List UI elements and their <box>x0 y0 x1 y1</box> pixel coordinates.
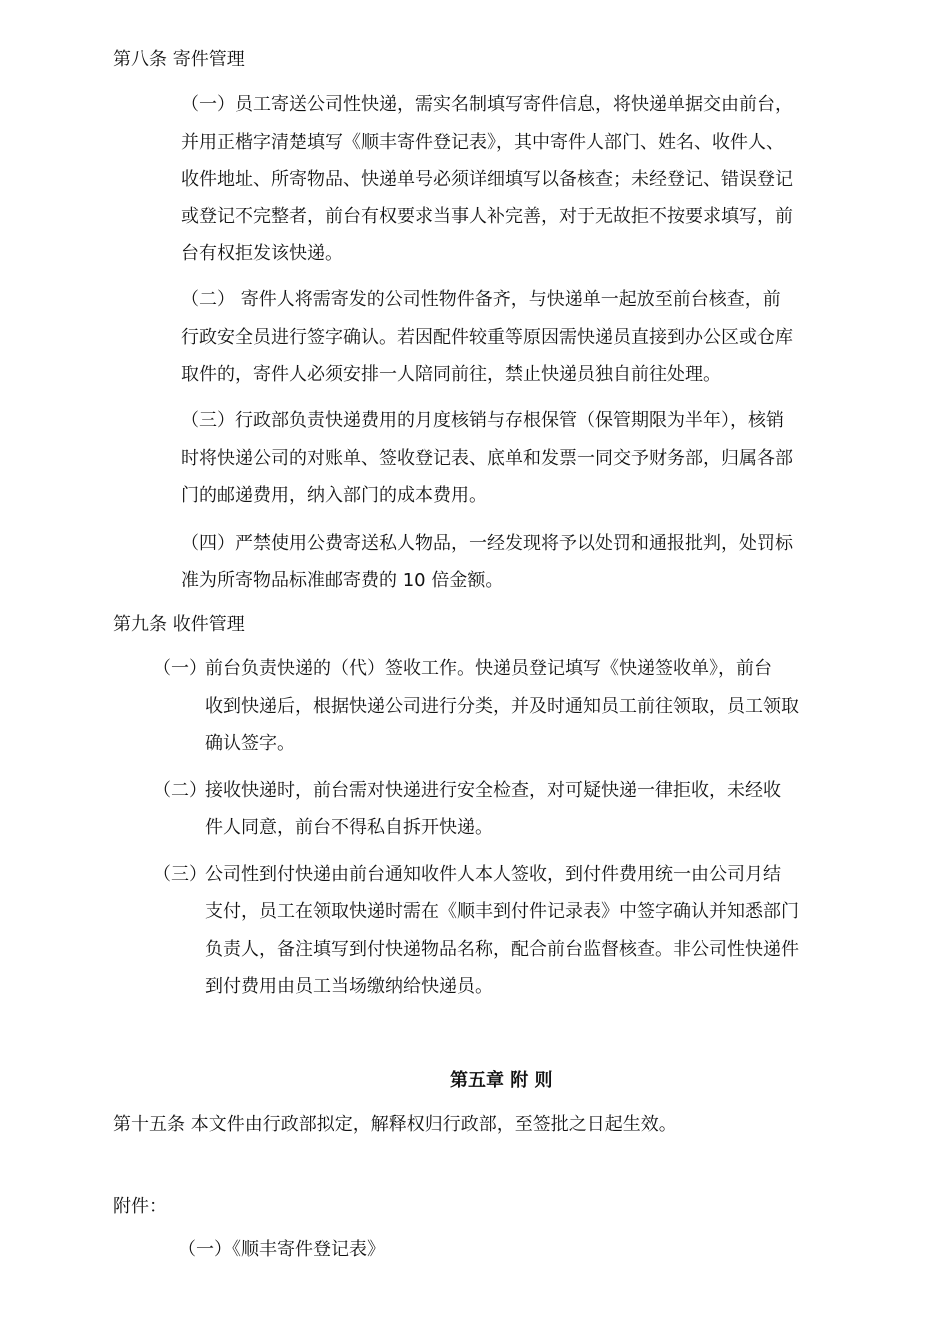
article-15-text: 第十五条 本文件由行政部拟定，解释权归行政部，至签批之日起生效。 <box>113 1114 677 1135</box>
article-8-p3-line: 时将快递公司的对账单、签收登记表、底单和发票一同交予财务部，归属各部 <box>181 448 793 469</box>
article-9-item-line: 前台负责快递的（代）签收工作。快递员登记填写《快递签收单》，前台 <box>205 658 772 679</box>
article-8-p2-line: （二） 寄件人将需寄发的公司性物件备齐，与快递单一起放至前台核查，前 <box>181 289 781 310</box>
article-8-p4-line: （四）严禁使用公费寄送私人物品，一经发现将予以处罚和通报批判，处罚标 <box>181 533 793 554</box>
article-9-heading: 第九条 收件管理 <box>113 614 245 635</box>
article-9-item-line: 确认签字。 <box>205 733 295 754</box>
article-9-item-line: 负责人，备注填写到付快递物品名称，配合前台监督核查。非公司性快递件 <box>205 939 799 960</box>
article-8-p1-line: 或登记不完整者，前台有权要求当事人补完善，对于无故拒不按要求填写，前 <box>181 206 793 227</box>
article-8-p1-line: 台有权拒发该快递。 <box>181 243 343 264</box>
article-8-heading: 第八条 寄件管理 <box>113 49 245 70</box>
article-9-item-line: 接收快递时，前台需对快递进行安全检查，对可疑快递一律拒收，未经收 <box>205 780 781 801</box>
article-8-p3-line: 门的邮递费用，纳入部门的成本费用。 <box>181 485 487 506</box>
article-8-p2-line: 取件的，寄件人必须安排一人陪同前往，禁止快递员独自前往处理。 <box>181 364 721 385</box>
article-8-p1-line: 并用正楷字清楚填写《顺丰寄件登记表》，其中寄件人部门、姓名、收件人、 <box>181 132 784 153</box>
attachment-item: （一）《顺丰寄件登记表》 <box>178 1239 385 1260</box>
article-9-item-marker: （二） <box>153 780 207 801</box>
article-8-p1-line: 收件地址、所寄物品、快递单号必须详细填写以备核查；未经登记、错误登记 <box>181 169 793 190</box>
chapter-5-title: 第五章 附 则 <box>450 1070 553 1091</box>
article-9-item-marker: （三） <box>153 864 207 885</box>
article-8-p2-line: 行政安全员进行签字确认。若因配件较重等原因需快递员直接到办公区或仓库 <box>181 327 793 348</box>
article-9-item-line: 到付费用由员工当场缴纳给快递员。 <box>205 976 493 997</box>
article-9-item-marker: （一） <box>153 658 207 679</box>
article-8-p4-line: 准为所寄物品标准邮寄费的 10 倍金额。 <box>181 570 504 591</box>
attachments-label: 附件： <box>113 1196 167 1217</box>
article-9-item-line: 件人同意，前台不得私自拆开快递。 <box>205 817 493 838</box>
article-9-item-line: 支付，员工在领取快递时需在《顺丰到付件记录表》中签字确认并知悉部门 <box>205 901 799 922</box>
article-8-p1-line: （一）员工寄送公司性快递，需实名制填写寄件信息，将快递单据交由前台， <box>181 94 793 115</box>
article-9-item-line: 公司性到付快递由前台通知收件人本人签收，到付件费用统一由公司月结 <box>205 864 781 885</box>
article-9-item-line: 收到快递后，根据快递公司进行分类，并及时通知员工前往领取，员工领取 <box>205 696 799 717</box>
article-8-p3-line: （三）行政部负责快递费用的月度核销与存根保管（保管期限为半年），核销 <box>181 410 784 431</box>
